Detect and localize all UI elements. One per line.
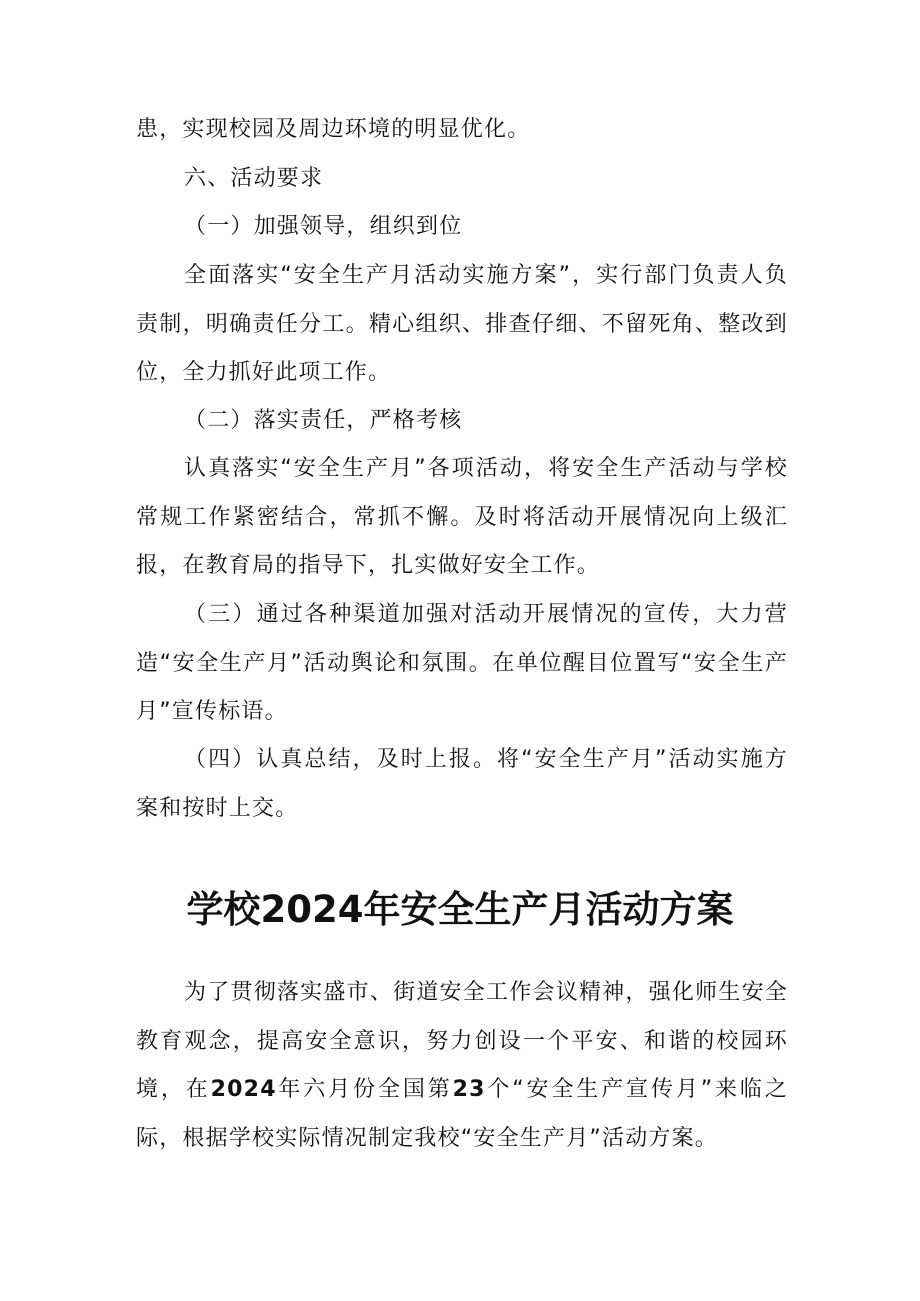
subsection-heading-1: （一）加强领导，组织到位: [184, 214, 463, 239]
paragraph-continuation: 患，实现校园及周边环境的明显优化。: [136, 117, 531, 142]
intro-text-b: 年六月份全国第: [276, 1077, 453, 1102]
subsection-body-1: 全面落实“安全生产月活动实施方案”，实行部门负责人负责制，明确责任分工。精心组织、排查仔细、不留死角、整改到位，全力抓好此项工作。: [136, 263, 788, 385]
intro-paragraph: [136, 969, 788, 1163]
section-heading-six: 六、活动要求: [184, 166, 324, 191]
document-title: 学校2024年安全生产月活动方案: [186, 888, 734, 931]
subsection-body-4: （四）认真总结，及时上报。将“安全生产月”活动实施方案和按时上交。: [136, 747, 788, 821]
intro-text-c: 个“安全生产宣传月”来临之际，根据学校实际情况制定我校“安全生产月”活动方案。: [136, 1077, 788, 1151]
subsection-heading-2: （二）落实责任，严格考核: [184, 408, 463, 433]
intro-number: 23: [452, 1077, 486, 1102]
subsection-body-3: （三）通过各种渠道加强对活动开展情况的宣传，大力营造“安全生产月”活动舆论和氛围。在单位醒目位置写“安全生产月”宣传标语。: [136, 602, 788, 724]
intro-text-a: 为了贯彻落实盛市、街道安全工作会议精神，强化师生安全教育观念，提高安全意识，努力创设一个平安、和谐的校园环境，在: [136, 980, 788, 1102]
intro-year: 2024: [210, 1077, 277, 1102]
subsection-body-2: 认真落实“安全生产月”各项活动，将安全生产活动与学校常规工作紧密结合，常抓不懈。及时将活动开展情况向上级汇报，在教育局的指导下，扎实做好安全工作。: [136, 456, 788, 578]
